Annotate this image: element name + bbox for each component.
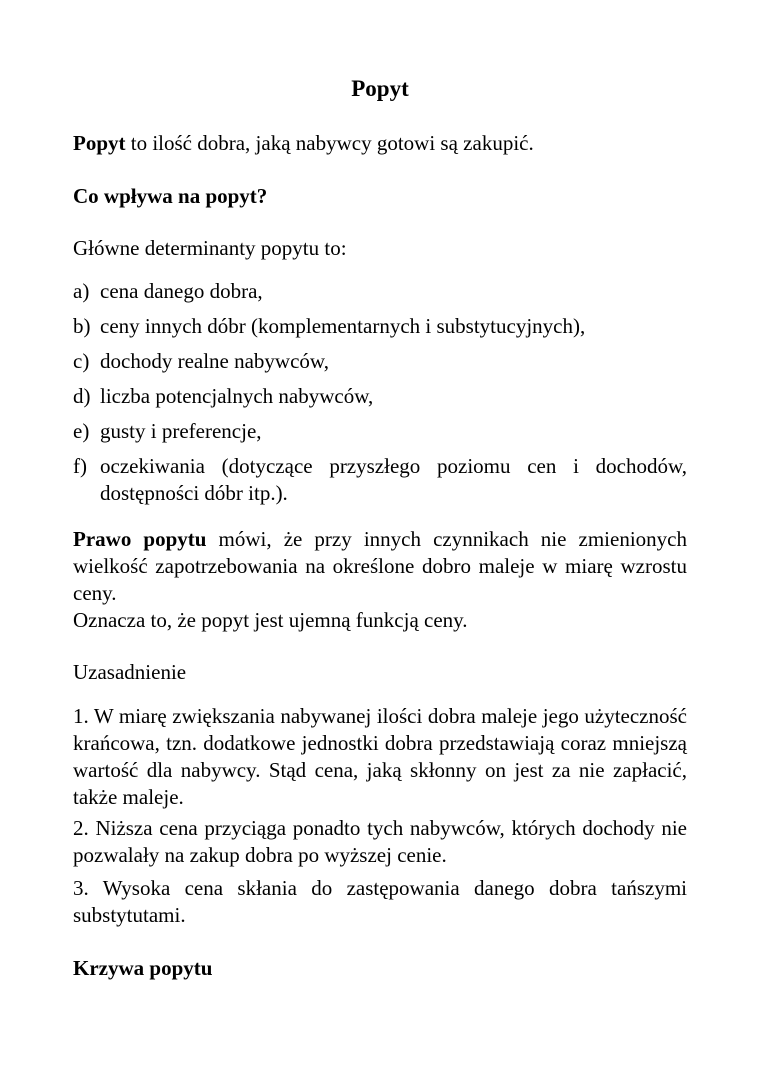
justification-point: 3. Wysoka cena skłania do zastępowania danego dobra tańszymi substytutami. <box>73 876 687 927</box>
law-conclusion: Oznacza to, że popyt jest ujemną funkcją ceny. <box>73 608 468 632</box>
definition-term: Popyt <box>73 131 126 155</box>
list-marker: d) <box>73 384 91 408</box>
list-item-text: dochody realne nabywców, <box>100 349 329 373</box>
determinants-list <box>73 278 687 515</box>
list-item-text: ceny innych dóbr (komplementarnych i substytucyjnych), <box>100 314 586 338</box>
list-item <box>73 313 687 340</box>
list-marker: f) <box>73 454 87 478</box>
justification-point: 2. Niższa cena przyciąga ponadto tych nabywców, których dochody nie pozwalały na zakup dobra po wyższej cenie. <box>73 816 687 867</box>
list-item-text: cena danego dobra, <box>100 279 263 303</box>
factors-heading: Co wpływa na popyt? <box>73 184 268 208</box>
list-marker: a) <box>73 279 90 303</box>
justification-point: 1. W miarę zwiększania nabywanej ilości dobra maleje jego użyteczność krańcowa, tzn. dodatkowe jednostki dobra przedstawiają coraz mniejszą wartość dla nabywcy. Stąd cena, jaką skłonny on jest za nie zapłacić, także maleje. <box>73 704 687 809</box>
list-item <box>73 278 687 305</box>
law-paragraph <box>73 526 687 607</box>
law-term: Prawo popytu <box>73 527 207 551</box>
definition-text: to ilość dobra, jaką nabywcy gotowi są zakupić. <box>125 131 534 155</box>
definition-paragraph <box>73 130 687 157</box>
list-marker: b) <box>73 314 91 338</box>
list-item <box>73 383 687 410</box>
page-title: Popyt <box>351 76 409 101</box>
list-marker: c) <box>73 349 90 373</box>
law-text: mówi, że przy innych czynnikach nie zmienionych wielkość zapotrzebowania na określone dobro maleje w miarę wzrostu ceny. <box>73 527 687 605</box>
curve-heading: Krzywa popytu <box>73 956 213 980</box>
list-item-text: gusty i preferencje, <box>100 419 262 443</box>
list-item <box>73 348 687 375</box>
list-item-text: oczekiwania (dotyczące przyszłego poziomu cen i dochodów, dostępności dóbr itp.). <box>100 454 687 505</box>
justification-heading: Uzasadnienie <box>73 660 187 684</box>
list-item-text: liczba potencjalnych nabywców, <box>100 384 374 408</box>
list-marker: e) <box>73 419 90 443</box>
determinants-intro: Główne determinanty popytu to: <box>73 236 347 260</box>
list-item <box>73 418 687 445</box>
list-item <box>73 453 687 507</box>
